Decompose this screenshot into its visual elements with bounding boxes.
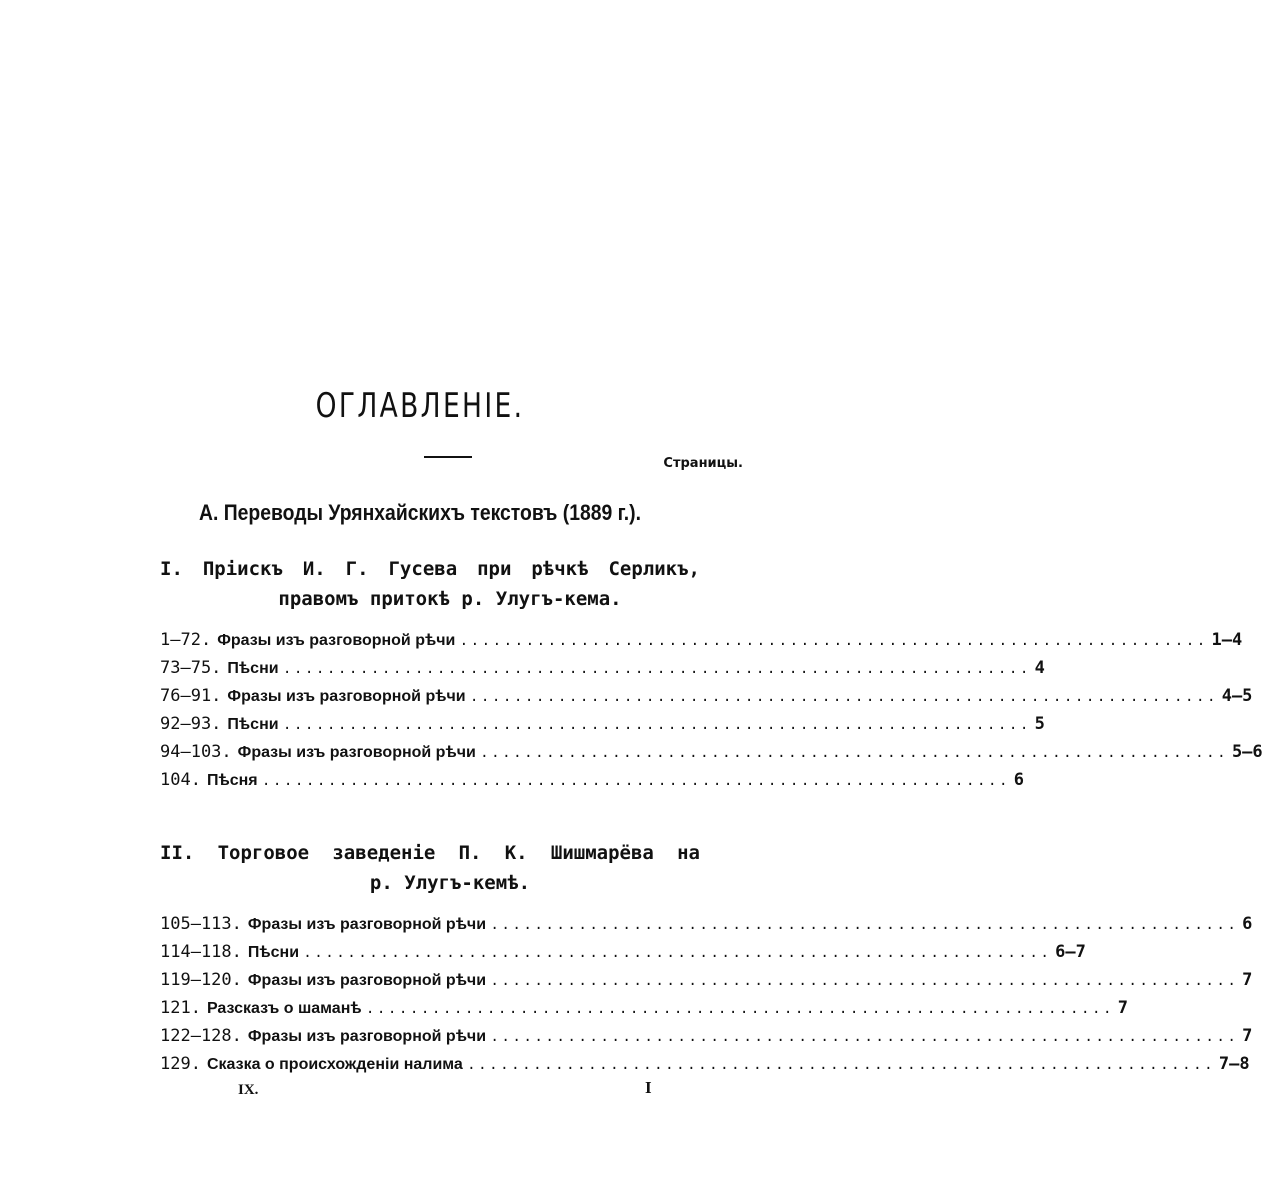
dot-leader: .................................................................... — [469, 689, 1218, 706]
dot-leader: .................................................................... — [490, 973, 1239, 990]
toc-row-pages: 6 — [1013, 770, 1024, 790]
page-number: I — [645, 1078, 652, 1097]
toc-row-pages: 7 — [1117, 998, 1128, 1018]
toc-row-pages: 4 — [1034, 658, 1045, 678]
toc-row-pages: 7 — [1242, 1026, 1253, 1046]
toc-row-label: Фразы изъ разговорной рѣчи — [247, 916, 487, 933]
part-1-heading-line1: I. Пріискъ И. Г. Гусева при рѣчкѣ Серликъ, — [160, 558, 700, 580]
toc-row-number: 76—91. — [160, 686, 222, 706]
toc-row-number: 94—103. — [160, 742, 232, 762]
pages-column-label: Страницы. — [663, 456, 743, 471]
toc-row[interactable] — [160, 626, 1243, 654]
toc-row-number: 92—93. — [160, 714, 222, 734]
toc-row-pages: 5 — [1034, 714, 1045, 734]
section-heading: А. Переводы Урянхайскихъ текстовъ (1889 г.). — [198, 500, 641, 525]
toc-row[interactable] — [160, 938, 1086, 966]
toc-row[interactable] — [160, 1050, 1250, 1078]
toc-row-pages: 1—4 — [1211, 630, 1243, 650]
dot-leader: .................................................................... — [459, 633, 1208, 650]
part-2-toc — [160, 910, 1253, 1078]
toc-row-label: Фразы изъ разговорной рѣчи — [217, 632, 456, 649]
part-2-heading-line1: II. Торговое заведеніе П. К. Шишмарёва на — [160, 842, 700, 864]
toc-row-number: 129. — [160, 1054, 201, 1074]
toc-row-label: Пѣсни — [227, 716, 279, 733]
toc-row-number: 119—120. — [160, 970, 242, 990]
dot-leader: .................................................................... — [490, 917, 1239, 934]
toc-row[interactable] — [160, 682, 1253, 710]
signature-mark: IX. — [238, 1082, 259, 1098]
toc-row-label: Фразы изъ разговорной рѣчи — [237, 744, 476, 761]
dot-leader: .................................................................... — [282, 661, 1031, 678]
toc-row-label: Фразы изъ разговорной рѣчи — [247, 1028, 487, 1045]
toc-row-number: 122—128. — [160, 1026, 242, 1046]
toc-row-number: 105—113. — [160, 914, 242, 934]
toc-row-label: Пѣсни — [247, 944, 300, 961]
part-2-heading-line2: р. Улугъ-кемѣ. — [369, 872, 531, 894]
toc-row[interactable] — [160, 654, 1045, 682]
toc-row-label: Пѣсни — [227, 660, 279, 677]
toc-row-pages: 7—8 — [1218, 1054, 1250, 1074]
toc-row-pages: 6—7 — [1055, 942, 1086, 962]
toc-row-number: 1—72. — [160, 630, 212, 650]
dot-leader: .................................................................... — [479, 745, 1228, 762]
toc-row-label: Фразы изъ разговорной рѣчи — [227, 688, 466, 705]
part-1-heading-line2: правомъ притокѣ р. Улугъ-кема. — [278, 588, 622, 610]
dot-leader: .................................................................... — [490, 1029, 1239, 1046]
dot-leader: .................................................................... — [282, 717, 1031, 734]
toc-row[interactable] — [160, 1022, 1253, 1050]
toc-row-pages: 5—6 — [1231, 742, 1263, 762]
part-2-heading — [160, 838, 700, 898]
toc-row[interactable] — [160, 766, 1024, 794]
dot-leader: .................................................................... — [365, 1001, 1114, 1018]
toc-row-number: 121. — [160, 998, 201, 1018]
toc-row-pages: 7 — [1242, 970, 1253, 990]
toc-row-pages: 6 — [1242, 914, 1253, 934]
part-1-heading — [160, 554, 700, 614]
toc-row-number: 114—118. — [160, 942, 242, 962]
toc-row-label: Сказка о происхожденіи налима — [206, 1056, 463, 1073]
toc-row[interactable] — [160, 910, 1253, 938]
part-1-toc — [160, 626, 1263, 794]
toc-row[interactable] — [160, 738, 1263, 766]
toc-row-pages: 4—5 — [1221, 686, 1253, 706]
toc-row-label: Фразы изъ разговорной рѣчи — [247, 972, 487, 989]
toc-row[interactable] — [160, 966, 1253, 994]
toc-row[interactable] — [160, 994, 1128, 1022]
dot-leader: .................................................................... — [303, 945, 1052, 962]
toc-row-number: 104. — [160, 770, 201, 790]
toc-row-label: Пѣсня — [206, 772, 258, 789]
title-divider — [424, 456, 472, 458]
page-title: ОГЛАВЛЕНІЕ. — [315, 386, 525, 426]
toc-row-label: Разсказъ о шаманѣ — [206, 1000, 362, 1017]
toc-row-number: 73—75. — [160, 658, 222, 678]
dot-leader: .................................................................... — [466, 1057, 1215, 1074]
toc-row[interactable] — [160, 710, 1045, 738]
dot-leader: .................................................................... — [261, 773, 1010, 790]
